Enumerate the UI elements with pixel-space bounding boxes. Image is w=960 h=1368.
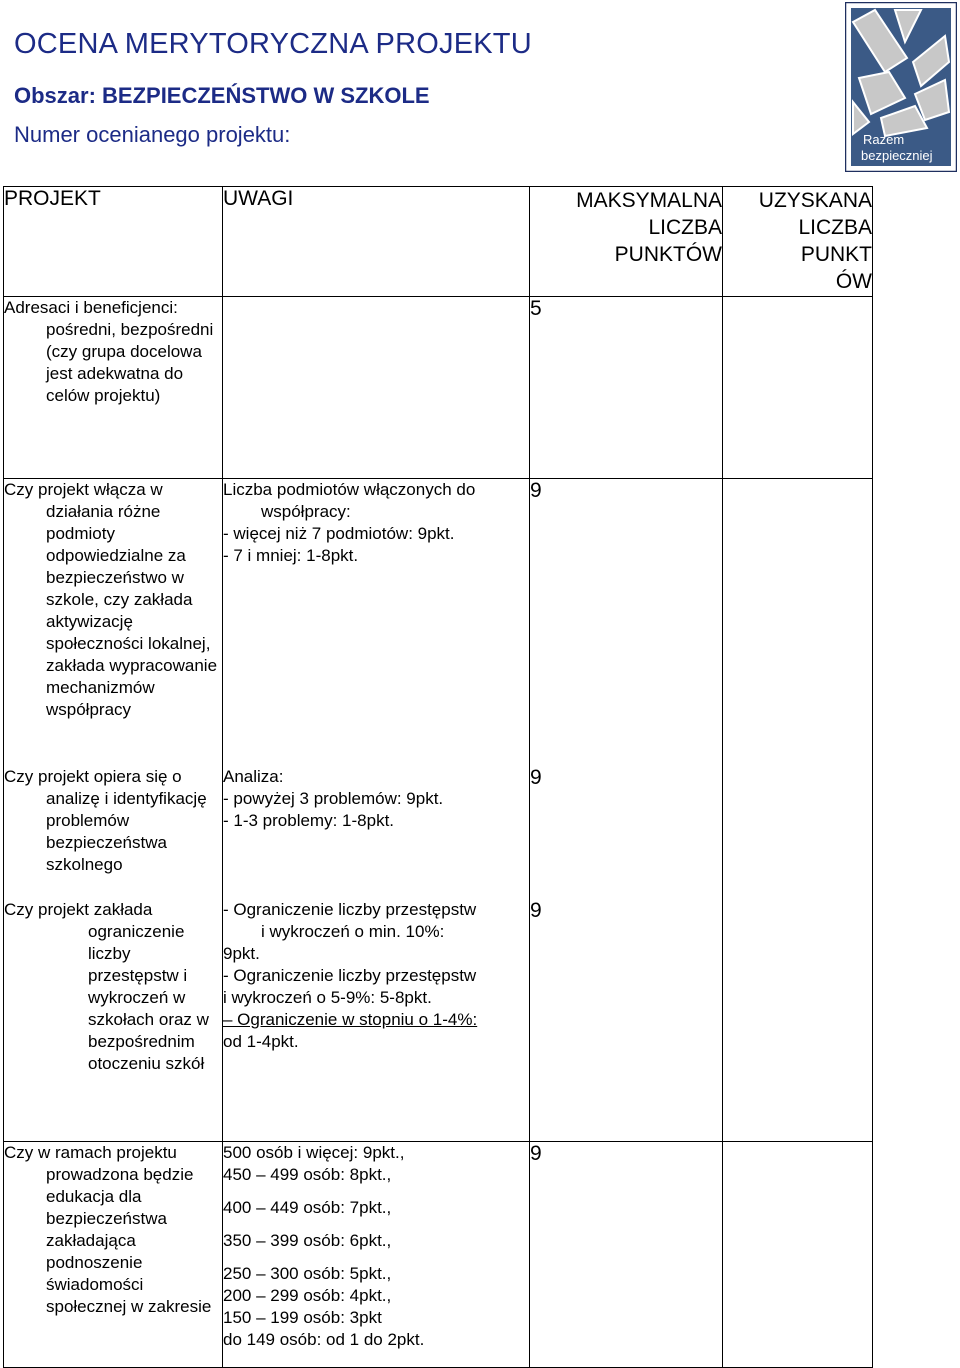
criterion-text: Czy w ramach projektu prowadzona będzie edukacja dla bezpieczeństwa zakładająca podnoszenie świadomości społecznej w zakresie — [4, 1143, 212, 1316]
remark-line: 350 – 399 osób: 6pkt., — [223, 1231, 392, 1250]
max-points-cell: 9 — [530, 1142, 723, 1368]
remarks-cell — [223, 297, 530, 479]
max-points-cell: 9 — [530, 899, 723, 1142]
col-header-max-line2: LICZBA — [648, 216, 722, 239]
remark-line: i wykroczeń o min. 10%: — [261, 921, 445, 941]
col-header-got-line4: ÓW — [835, 270, 872, 293]
evaluation-table — [3, 186, 873, 1368]
remarks-cell — [223, 899, 530, 1142]
remark-line: - 7 i mniej: 1-8pkt. — [223, 546, 359, 565]
obtained-points-cell[interactable] — [723, 479, 873, 1142]
remark-line: od 1-4pkt. — [223, 1031, 299, 1051]
remark-line: - Ograniczenie liczby przestępstw — [223, 899, 477, 919]
criterion-cell — [4, 766, 223, 899]
col-header-remarks: UWAGI — [223, 187, 530, 297]
logo-text-line2: bezpieczniej — [861, 148, 933, 163]
remarks-cell — [223, 1142, 530, 1368]
page-title: OCENA MERYTORYCZNA PROJEKTU — [14, 28, 532, 60]
remark-line: - powyżej 3 problemów: 9pkt. — [223, 788, 444, 808]
col-header-got-line3: PUNKT — [800, 243, 872, 266]
max-points-cell: 5 — [530, 297, 723, 479]
remark-line: 9pkt. — [223, 943, 260, 963]
logo-graphic — [845, 2, 957, 172]
criterion-cell — [4, 1142, 223, 1368]
col-header-max-points — [530, 187, 723, 297]
col-header-max-line3: PUNKTÓW — [614, 243, 722, 266]
criterion-text: Czy projekt zakłada ograniczenie liczby przestępstw i wykroczeń w szkołach oraz w bezpośrednim otoczeniu szkół — [4, 899, 209, 1073]
remark-line: 450 – 499 osób: 8pkt., — [223, 1165, 392, 1184]
remark-line: współpracy: — [261, 502, 351, 521]
remark-line: - więcej niż 7 podmiotów: 9pkt. — [223, 524, 455, 543]
remark-line: i wykroczeń o 5-9%: 5-8pkt. — [223, 987, 432, 1007]
criterion-text: Adresaci i beneficjenci: pośredni, bezpośredni (czy grupa docelowa jest adekwatna do celów projektu) — [4, 298, 214, 405]
obtained-points-cell[interactable] — [723, 1142, 873, 1368]
logo-text-line1: Razem — [863, 132, 905, 147]
max-points-cell: 9 — [530, 766, 723, 899]
col-header-project: PROJEKT — [4, 187, 223, 297]
remark-line: 200 – 299 osób: 4pkt., — [223, 1286, 392, 1305]
remarks-cell — [223, 479, 530, 766]
table-row — [4, 297, 873, 479]
col-header-got-line1: UZYSKANA — [758, 189, 872, 212]
remarks-cell — [223, 766, 530, 899]
col-header-got-line2: LICZBA — [798, 216, 872, 239]
criterion-cell — [4, 899, 223, 1142]
table-row — [4, 479, 873, 766]
criterion-cell — [4, 297, 223, 479]
remark-line: Analiza: — [223, 766, 284, 786]
remark-line: - 1-3 problemy: 1-8pkt. — [223, 810, 395, 830]
project-number-label: Numer ocenianego projektu: — [14, 122, 291, 147]
remark-line: 250 – 300 osób: 5pkt., — [223, 1264, 392, 1283]
col-header-obtained-points — [723, 187, 873, 297]
obtained-points-cell[interactable] — [723, 297, 873, 479]
remark-line: 150 – 199 osób: 3pkt — [223, 1308, 382, 1327]
criterion-text: Czy projekt włącza w działania różne podmioty odpowiedzialne za bezpieczeństwo w szkole, czy zakłada aktywizację społeczności lokalnej, zakłada wypracowanie mechanizmów współpracy — [4, 480, 218, 719]
max-points-cell: 9 — [530, 479, 723, 766]
criterion-text: Czy projekt opiera się o analizę i identyfikację problemów bezpieczeństwa szkolnego — [4, 766, 207, 874]
razem-bezpieczniej-logo — [845, 2, 957, 172]
remark-line: – Ograniczenie w stopniu o 1-4%: — [223, 1009, 478, 1029]
table-header-row — [4, 187, 873, 297]
remark-line: 500 osób i więcej: 9pkt., — [223, 1143, 405, 1162]
col-header-max-line1: MAKSYMALNA — [576, 189, 722, 212]
remark-line: - Ograniczenie liczby przestępstw — [223, 965, 477, 985]
remark-line: 400 – 449 osób: 7pkt., — [223, 1198, 392, 1217]
area-heading: Obszar: BEZPIECZEŃSTWO W SZKOLE — [14, 83, 430, 108]
table-row — [4, 1142, 873, 1368]
remark-line: do 149 osób: od 1 do 2pkt. — [223, 1330, 425, 1349]
remark-line: Liczba podmiotów włączonych do — [223, 480, 476, 499]
criterion-cell — [4, 479, 223, 766]
